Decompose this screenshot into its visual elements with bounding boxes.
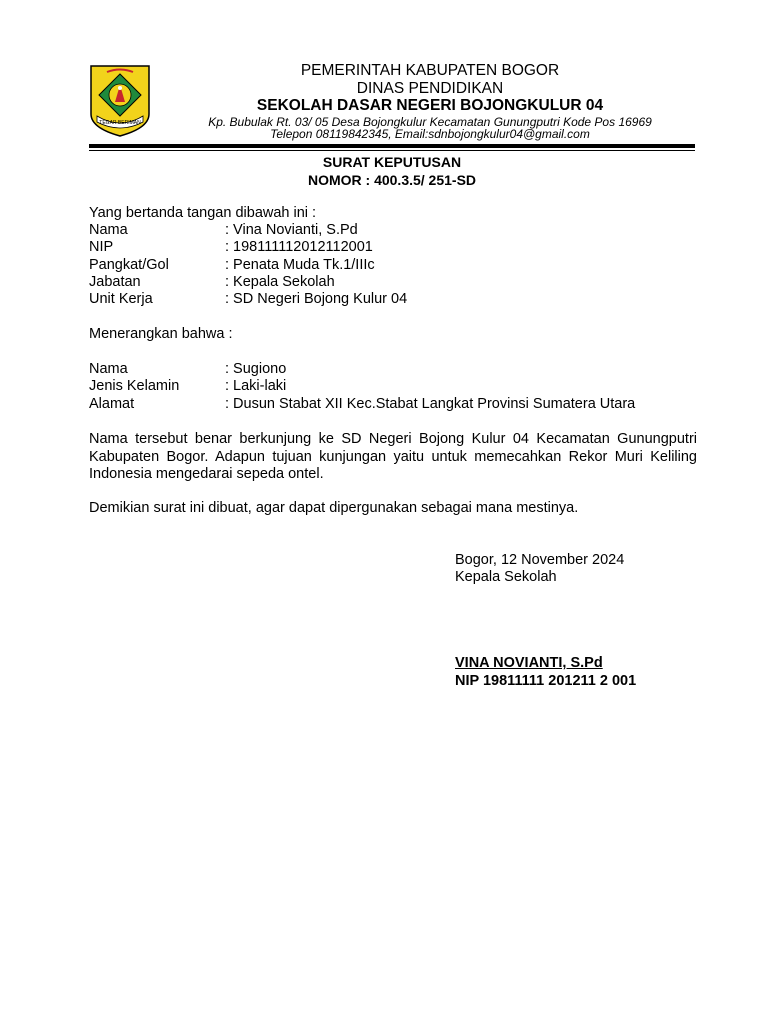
field-value: : 198111112012112001 [225,239,373,255]
closing-text: Demikian surat ini dibuat, agar dapat dipergunakan sebagai mana mestinya. [89,500,579,516]
emblem-motto: TEGAR BERIMAN [99,120,141,126]
field-value: : Sugiono [225,361,287,377]
subject-row [89,361,286,377]
field-label: Nama [89,361,128,377]
signer-row [89,222,358,238]
signer-row [89,257,375,273]
subject-row [89,396,635,412]
field-label: Alamat [89,396,135,412]
signature-place-date: Bogor, 12 November 2024 [455,552,625,568]
field-value: : SD Negeri Bojong Kulur 04 [225,291,408,307]
letter-title: SURAT KEPUTUSAN [322,154,462,170]
subject-row [89,378,286,394]
declare-text: Menerangkan bahwa : [89,326,233,342]
field-value: : Vina Novianti, S.Pd [225,222,358,238]
signer-row [89,239,373,255]
body-paragraph: Nama tersebut benar berkunjung ke SD Negeri Bojong Kulur 04 Kecamatan Gunungputri Kabupaten Bogor. Adapun tujuan kunjungan yaitu untuk memecahkan Rekor Muri Keliling Indonesia mengedarai sepeda ontel. [89,431,697,482]
field-label: Jenis Kelamin [89,378,180,394]
letterhead-divider-thin [89,150,695,151]
field-value: : Laki-laki [225,378,287,394]
kabupaten-bogor-emblem [89,64,151,138]
signature-name: VINA NOVIANTI, S.Pd [455,655,603,671]
field-label: Pangkat/Gol [89,257,169,273]
letterhead-divider-thick [89,144,695,148]
field-label: NIP [89,239,114,255]
field-label: Unit Kerja [89,291,153,307]
signer-row [89,274,335,290]
signature-position: Kepala Sekolah [455,569,557,585]
field-value: : Kepala Sekolah [225,274,335,290]
field-value: : Penata Muda Tk.1/IIIc [225,257,375,273]
signature-nip: NIP 19811111 201211 2 001 [455,673,637,689]
school-address: Kp. Bubulak Rt. 03/ 05 Desa Bojongkulur Kecamatan Gunungputri Kode Pos 16969 [208,115,652,129]
field-value: : Dusun Stabat XII Kec.Stabat Langkat Provinsi Sumatera Utara [225,396,636,412]
school-name: SEKOLAH DASAR NEGERI BOJONGKULUR 04 [256,97,604,114]
signer-row [89,291,407,307]
intro-text: Yang bertanda tangan dibawah ini : [89,205,317,221]
government-name: PEMERINTAH KABUPATEN BOGOR [300,62,560,79]
field-label: Jabatan [89,274,141,290]
department-name: DINAS PENDIDIKAN [356,80,504,97]
school-contact: Telepon 08119842345, Email:sdnbojongkulur04@gmail.com [270,127,590,141]
field-label: Nama [89,222,128,238]
letter-number: NOMOR : 400.3.5/ 251-SD [307,172,477,188]
